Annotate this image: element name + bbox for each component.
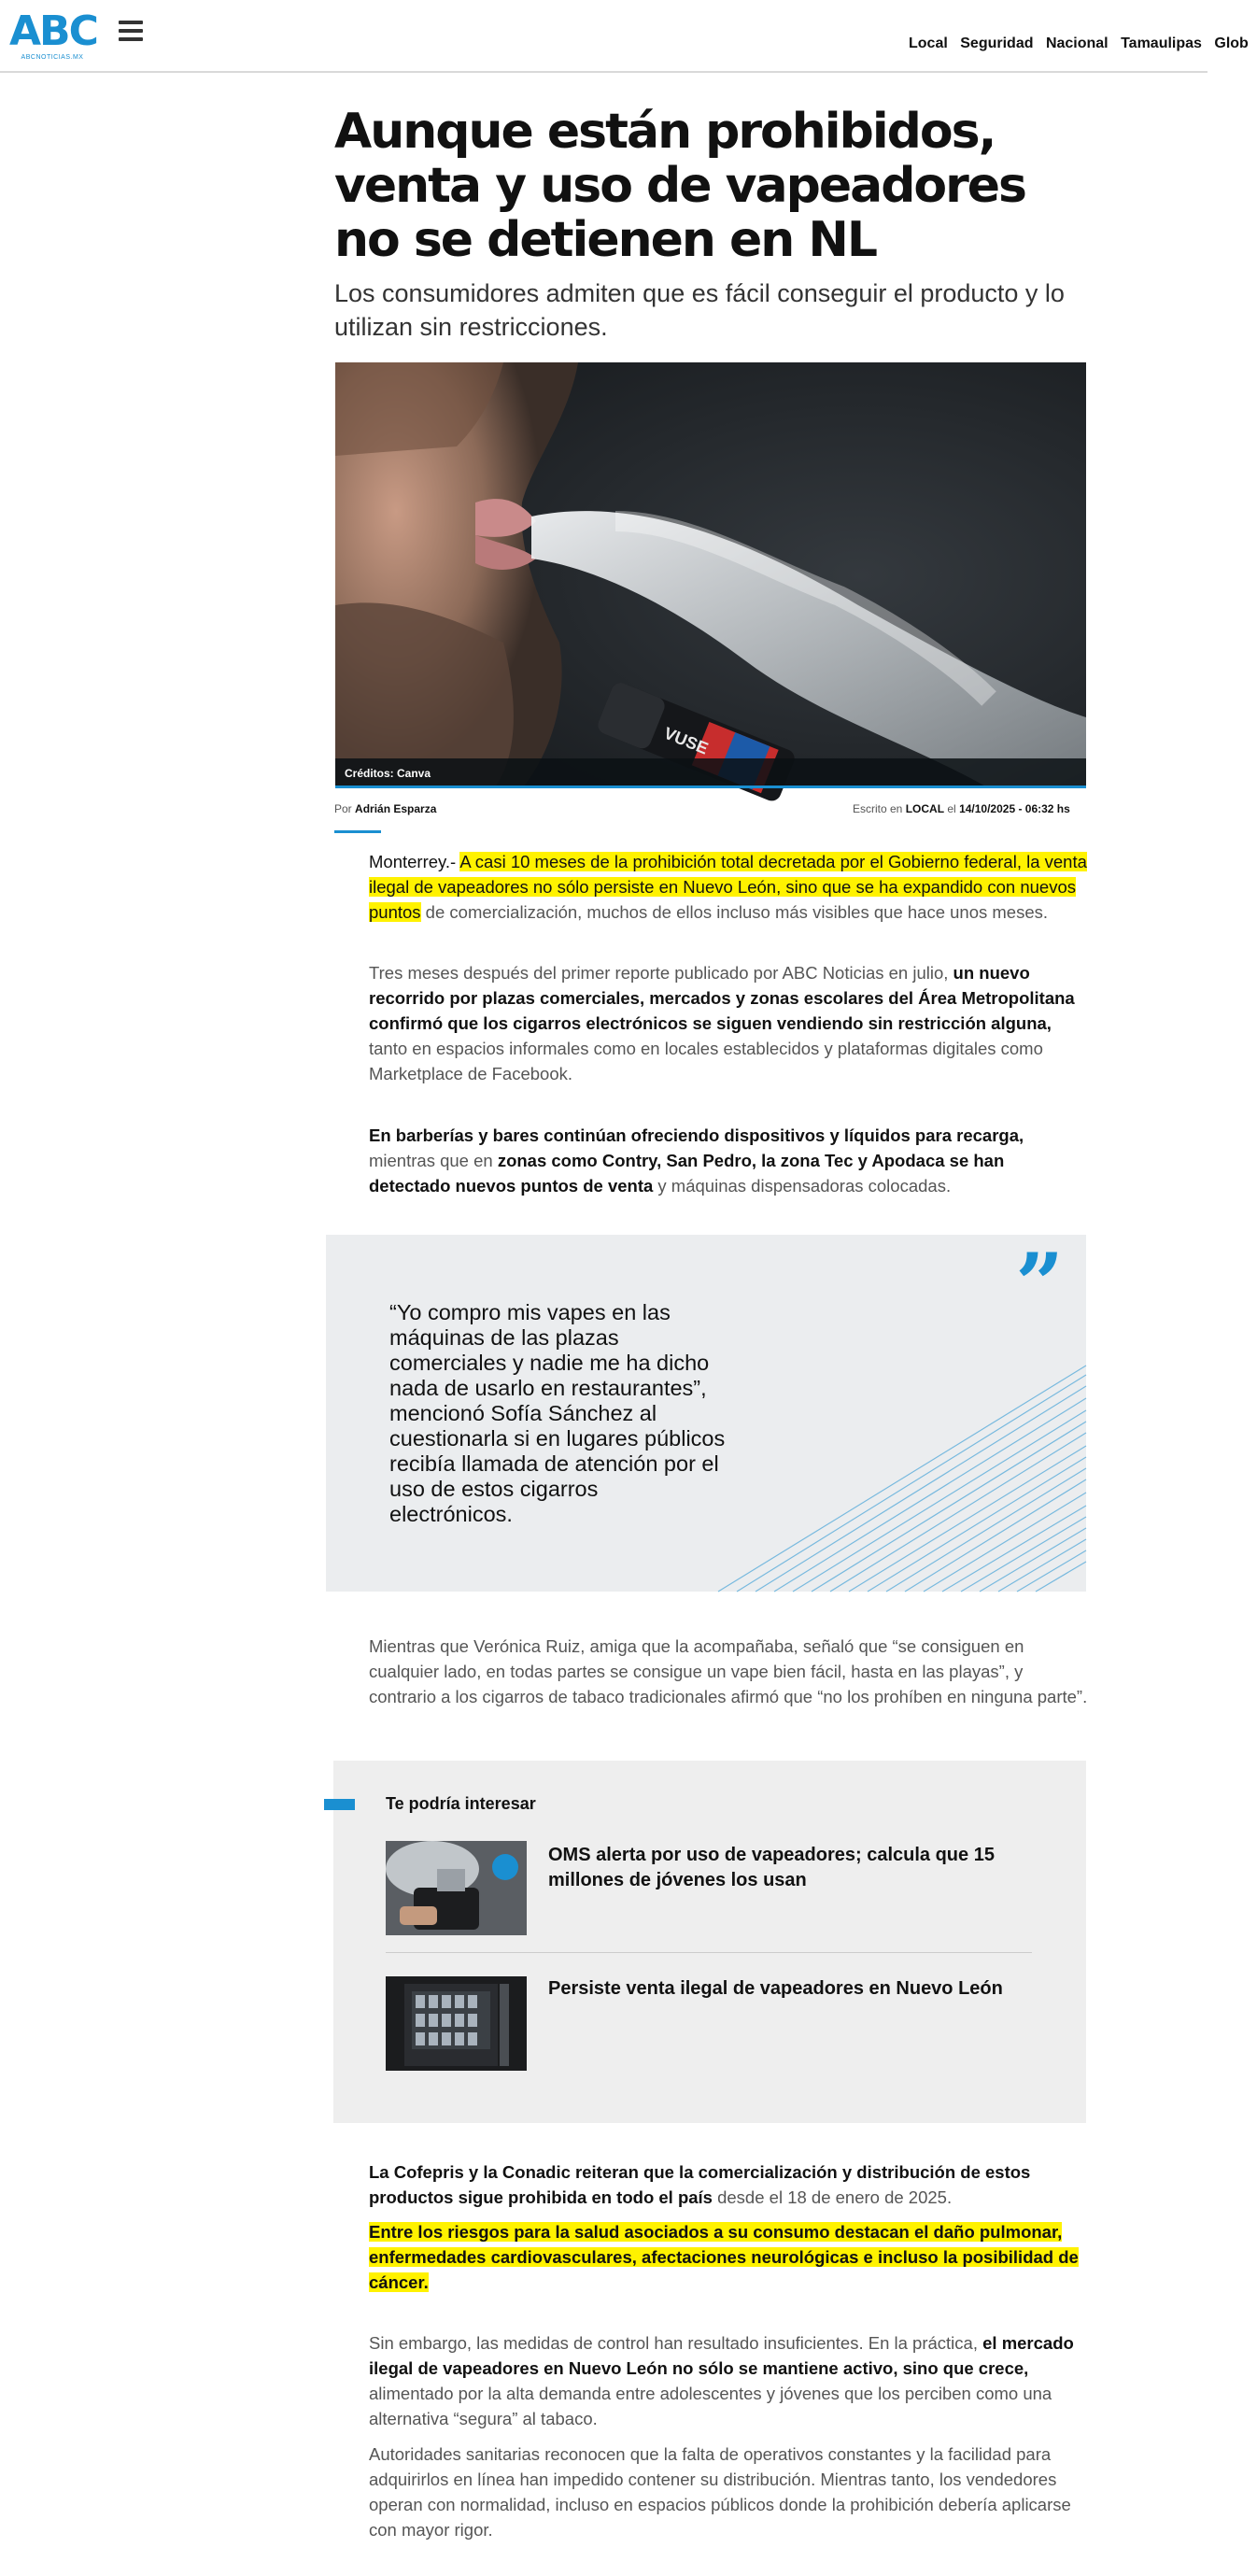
bold-text: En barberías y bares continúan ofreciendo dispositivos y líquidos para recarga,	[369, 1125, 1024, 1145]
image-credit: Créditos: Canva	[335, 758, 1086, 788]
related-title: Te podría interesar	[386, 1794, 536, 1813]
site-logo[interactable]	[9, 7, 97, 64]
paragraph-8: Autoridades sanitarias reconocen que la falta de operativos constantes y la facilidad para adquirirlos en línea han impedido contener su distribución. Mientras tanto, los vendedores operan con normalidad, incluso en espacios públicos donde la prohibición debería aplicarse con mayor rigor.	[369, 2444, 1071, 2540]
hamburger-menu-icon[interactable]	[119, 21, 145, 43]
related-accent	[324, 1799, 355, 1810]
text: alimentado por la alta demanda entre adolescentes y jóvenes que los perciben como una alternativa “segura” al tabaco.	[369, 2384, 1052, 2428]
related-divider	[386, 1952, 1032, 1953]
text: y máquinas dispensadoras colocadas.	[653, 1176, 952, 1196]
byline-prefix: Por	[334, 802, 352, 815]
image-accent-bar	[335, 786, 1086, 788]
related-headline: OMS alerta por uso de vapeadores; calcula que 15 millones de jóvenes los usan	[548, 1845, 995, 1890]
byline-accent	[334, 830, 381, 833]
publish-date: 14/10/2025 - 06:32 hs	[959, 802, 1070, 815]
related-item-1[interactable]	[386, 1841, 1030, 1935]
text: desde el 18 de enero de 2025.	[712, 2187, 953, 2207]
text: mientras que en	[369, 1151, 498, 1170]
main-nav	[909, 35, 1257, 52]
text: Tres meses después del primer reporte publicado por ABC Noticias en julio,	[369, 963, 949, 983]
bold-text: zonas como Contry, San Pedro, la zona Tec y Apodaca se han detectado nuevos puntos de venta	[369, 1151, 1005, 1196]
related-item-2[interactable]	[386, 1976, 1030, 2071]
paragraph-3	[369, 1123, 1088, 1198]
vaping-photo	[335, 362, 1086, 788]
dateline: Monterrey.-	[369, 852, 457, 871]
bold-text: un nuevo recorrido por plazas comerciales, mercados y zonas escolares del Área Metropolitana confirmó que los cigarros electrónicos se siguen vendiendo sin restricción alguna,	[369, 963, 1075, 1033]
logo-subtitle: ABCNOTICIAS.MX	[21, 54, 84, 61]
article-headline: Aunque están prohibidos, venta y uso de vapeadores no se detienen en NL	[334, 104, 1026, 268]
author-link[interactable]: Adrián Esparza	[355, 802, 437, 815]
nav-nacional[interactable]: Nacional	[1045, 35, 1109, 51]
top-header	[0, 0, 1249, 73]
text: de comercialización, muchos de ellos incluso más visibles que hace unos meses.	[420, 902, 1049, 922]
svg-text:VUSE: VUSE	[661, 723, 712, 758]
nav-local[interactable]: Local	[909, 35, 948, 51]
related-thumbnail	[386, 1841, 527, 1935]
bold-text: el mercado ilegal de vapeadores en Nuevo León no sólo se mantiene activo, sino que crece,	[369, 2333, 1074, 2378]
article-subhead: Los consumidores admiten que es fácil conseguir el producto y lo utilizan sin restricciones.	[334, 279, 1065, 341]
text: tanto en espacios informales como en locales establecidos y plataformas digitales como Marketplace de Facebook.	[369, 1039, 1043, 1083]
article-meta	[853, 802, 1070, 815]
bold-text: La Cofepris y la Conadic reiteran que la comercialización y distribución de estos productos sigue prohibida en todo el país	[369, 2162, 1031, 2207]
vape-thumbnail	[386, 1841, 527, 1935]
highlight-text: Entre los riesgos para la salud asociados a su consumo destacan el daño pulmonar, enfermedades cardiovasculares, afectaciones neurológicas e incluso la posibilidad de cáncer.	[369, 2222, 1079, 2292]
quote-text: “Yo compro mis vapes en las máquinas de las plazas comerciales y nadie me ha dicho nada de usarlo en restaurantes”, mencionó Sofía Sánchez al cuestionarla si en lugares públicos recibía llamada de atención por el uso de estos cigarros electrónicos.	[389, 1300, 726, 1526]
nav-seguridad[interactable]: Seguridad	[960, 35, 1034, 51]
section-link[interactable]: LOCAL	[905, 802, 945, 815]
nav-global[interactable]: Glob	[1214, 35, 1249, 51]
text: Sin embargo, las medidas de control han resultado insuficientes. En la práctica,	[369, 2333, 978, 2353]
paragraph-1	[369, 849, 1088, 925]
nav-tamaulipas[interactable]: Tamaulipas	[1121, 35, 1202, 51]
paragraph-6	[369, 2219, 1088, 2295]
byline	[334, 802, 436, 815]
pull-quote	[326, 1235, 1086, 1592]
paragraph-4: Mientras que Verónica Ruiz, amiga que la acompañaba, señaló que “se consiguen en cualquier lado, en todas partes se consigue un vape bien fácil, hasta en las playas”, y contrario a los cigarros de tabaco tradicionales afirmó que “no los prohíben en ninguna parte”.	[369, 1636, 1088, 1706]
related-thumbnail	[386, 1976, 527, 2071]
highlight-text: A casi 10 meses de la prohibición total decretada por el Gobierno federal, la venta ilegal de vapeadores no sólo persiste en Nuevo León, sino que se ha expandido con nuevos puntos	[369, 852, 1087, 922]
quote-mark-icon: ”	[1015, 1235, 1064, 1334]
paragraph-2	[369, 960, 1088, 1086]
hero-image	[335, 362, 1086, 788]
related-headline: Persiste venta ilegal de vapeadores en Nuevo León	[548, 1978, 1003, 1999]
vending-machine-thumbnail	[386, 1976, 527, 2071]
paragraph-7	[369, 2330, 1088, 2431]
logo-text: ABC	[9, 7, 97, 55]
date-separator: el	[947, 802, 956, 815]
written-in-label: Escrito en	[853, 802, 903, 815]
paragraph-5	[369, 2159, 1088, 2210]
